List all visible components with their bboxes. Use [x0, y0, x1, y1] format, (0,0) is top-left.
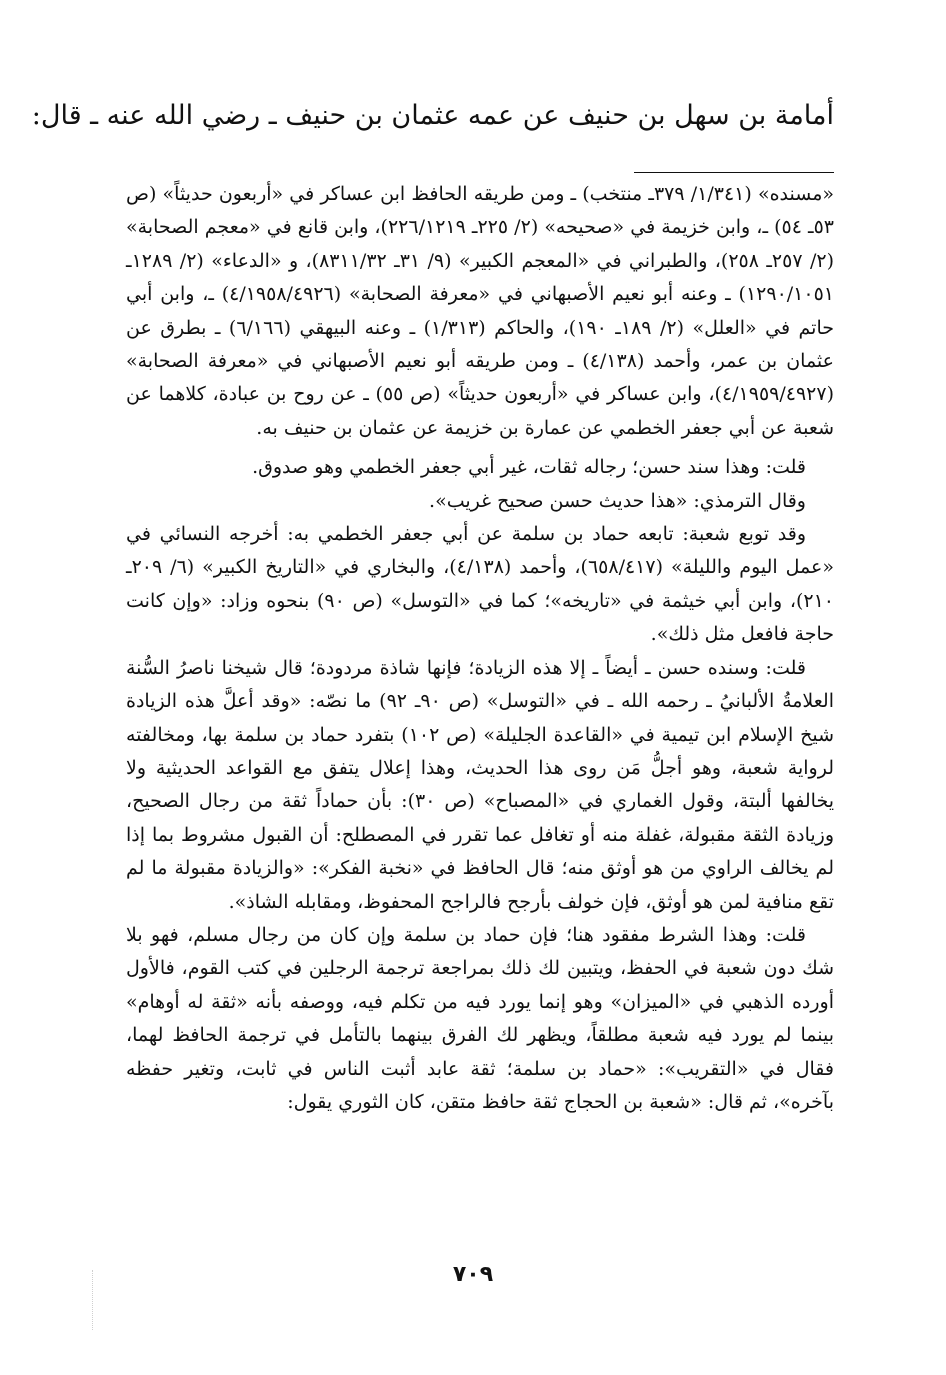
scan-edge-marks: [92, 1270, 95, 1330]
footnote-paragraph: قلت: وهذا سند حسن؛ رجاله ثقات، غير أبي جعفر الخطمي وهو صدوق.: [252, 456, 806, 479]
footnote-paragraph: قلت: وسنده حسن ـ أيضاً ـ إلا هذه الزيادة؛ فإنها شاذة مردودة؛ قال شيخنا ناصرُ السُّنة العلامةُ الألبانيُ ـ رحمه الله ـ في «التوسل» (ص ٩٠ـ ٩٢) ما نصّه: «وقد أعلَّ هذه الزيادة شيخ الإسلام ابن تيمية في «القاعدة الجليلة» (ص ١٠٢) بتفرد حماد بن سلمة بها، ومخالفته لرواية شعبة، وهو أجلُّ مَن روى هذا الحديث، وهذا إعلال يتفق مع القواعد الحديثية ولا يخالفها ألبتة، وقول الغماري في «المصباح» (ص ٣٠): بأن حماداً ثقة من رجال الصحيح، وزيادة الثقة مقبولة، غفلة منه أو تغافل عما تقرر في المصطلح: أن القبول مشروط بما إذا لم يخالف الراوي من هو أوثق منه؛ قال الحافظ في «نخبة الفكر»: «والزيادة مقبولة ما لم تقع منافية لمن هو أوثق، فإن خولف بأرجح فالراجح المحفوظ، ومقابله الشاذ».: [126, 656, 835, 913]
footnote-paragraph: «مسنده» (١/٣٤١/ ٣٧٩ـ منتخب) ـ ومن طريقه الحافظ ابن عساكر في «أربعون حديثاً» (ص ٥٣ـ ٥٤) ـ، وابن خزيمة في «صحيحه» (٢/ ٢٢٥ـ ٢٢٦/١٢١٩)، وابن قانع في «معجم الصحابة» (٢/ ٢٥٧ـ ٢٥٨)، والطبراني في «المعجم الكبير» (٩/ ٣١ـ ٨٣١١/٣٢)، و «الدعاء» (٢/ ١٢٨٩ـ ١٢٩٠/١٠٥١) ـ وعنه أبو نعيم الأصبهاني في «معرفة الصحابة» (٤/١٩٥٨/٤٩٢٦) ـ، وابن أبي حاتم في «العلل» (٢/ ١٨٩ـ ١٩٠)، والحاكم (١/٣١٣) ـ وعنه البيهقي (٦/١٦٦) ـ بطرق عن عثمان بن عمر، وأحمد (٤/١٣٨) ـ ومن طريقه أبو نعيم الأصبهاني في «معرفة الصحابة» (٤/١٩٥٩/٤٩٢٧)، وابن عساكر في «أربعون حديثاً» (ص ٥٥) ـ عن روح بن عبادة، كلاهما عن شعبة عن أبي جعفر الخطمي عن عمارة بن خزيمة عن عثمان بن حنيف به.: [126, 183, 835, 439]
page-number: ٧٠٩: [452, 1262, 494, 1287]
footnote-paragraph: وقد توبع شعبة: تابعه حماد بن سلمة عن أبي جعفر الخطمي به: أخرجه النسائي في «عمل اليوم والليلة» (٦٥٨/٤١٧)، وأحمد (٤/١٣٨)، والبخاري في «التاريخ الكبير» (٦/ ٢٠٩ـ ٢١٠)، وابن أبي خيثمة في «تاريخه»؛ كما في «التوسل» (ص ٩٠) بنحوه وزاد: «وإن كانت حاجة فافعل مثل ذلك».: [126, 523, 834, 646]
main-text-line: أمامة بن سهل بن حنيف عن عمه عثمان بن حنيف ـ رضي الله عنه ـ قال:: [31, 100, 834, 131]
footnote-paragraph: وقال الترمذي: «هذا حديث حسن صحيح غريب».: [429, 489, 806, 512]
footnote-paragraph: قلت: وهذا الشرط مفقود هنا؛ فإن حماد بن سلمة وإن كان من رجال مسلم، فهو بلا شك دون شعبة في الحفظ، ويتبين لك ذلك بمراجعة ترجمة الرجلين في كتب القوم، فالأول أورده الذهبي في «الميزان» وهو إنما يورد فيه من تكلم فيه، ووصفه بأنه «ثقة له أوهام» بينما لم يورد فيه شعبة مطلقاً، ويظهر لك الفرق بينهما بالتأمل في ترجمة الحافظ لهما، فقال في «التقريب»: «حماد بن سلمة؛ ثقة عابد أثبت الناس في ثابت، وتغير حفظه بآخره»، ثم قال: «شعبة بن الحجاج ثقة حافظ متقن، كان الثوري يقول:: [126, 923, 834, 1113]
footnote-separator: [634, 172, 834, 173]
footnote-block: [126, 178, 834, 1119]
